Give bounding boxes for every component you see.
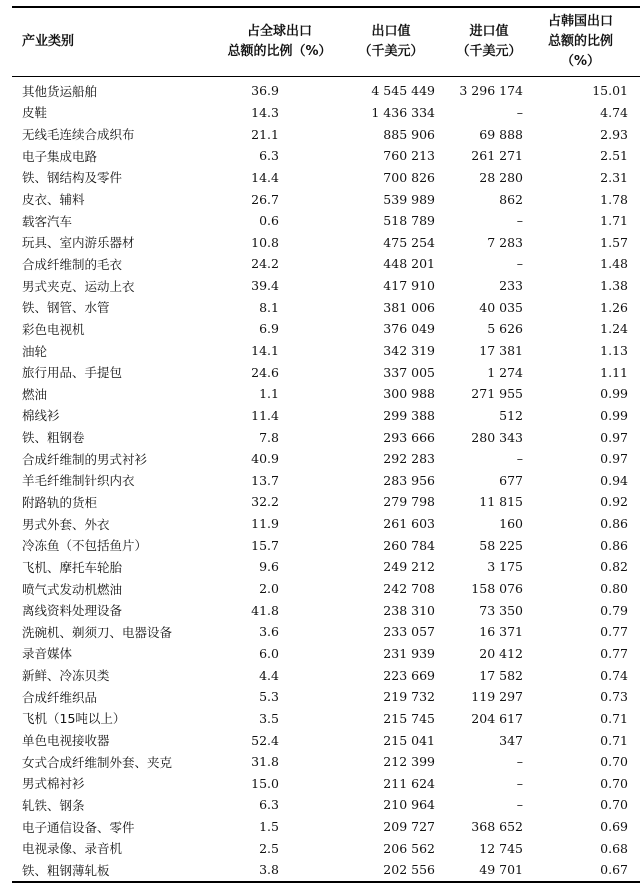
share-korea-cell: 1.11 (600, 364, 628, 380)
export-value-cell: 448 201 (383, 256, 435, 272)
table-row (12, 231, 640, 253)
import-value-cell: 16 371 (479, 624, 523, 640)
export-value-cell: 261 603 (383, 516, 435, 532)
share-korea-cell: 0.82 (600, 559, 628, 575)
share-global-cell: 10.8 (251, 234, 279, 250)
table-row (12, 621, 640, 643)
table-row (12, 491, 640, 513)
export-value-cell: 381 006 (383, 299, 435, 315)
table-row (12, 77, 640, 102)
share-korea-cell: 0.86 (600, 537, 628, 553)
category-cell: 男式棉衬衫 (22, 776, 85, 792)
export-value-cell: 300 988 (383, 386, 435, 402)
export-value-cell: 4 545 449 (371, 83, 435, 99)
share-global-cell: 13.7 (251, 472, 279, 488)
export-value-cell: 211 624 (383, 775, 435, 791)
header-import-line2: （千美元） (456, 44, 522, 59)
category-cell: 女式合成纤维制外套、夹克 (22, 754, 173, 770)
import-value-cell: 73 350 (479, 602, 523, 618)
import-value-cell: – (516, 797, 523, 813)
table-row (12, 513, 640, 535)
share-global-cell: 36.9 (251, 83, 279, 99)
export-value-cell: 518 789 (383, 213, 435, 229)
export-value-cell: 417 910 (383, 278, 435, 294)
category-cell: 冷冻鱼（不包括鱼片） (22, 538, 148, 554)
table-row (12, 253, 640, 275)
share-korea-cell: 0.97 (600, 451, 628, 467)
table-row (12, 794, 640, 816)
header-share-korea-line1: 占韩国出口 (547, 14, 613, 29)
share-global-cell: 9.6 (259, 559, 279, 575)
category-cell: 其他货运船舶 (22, 83, 98, 99)
share-korea-cell: 0.74 (600, 667, 628, 683)
share-korea-cell: 1.78 (600, 191, 628, 207)
share-korea-cell: 1.38 (600, 278, 628, 294)
category-cell: 旅行用品、手提包 (22, 365, 123, 381)
import-value-cell: 28 280 (479, 169, 523, 185)
table-row (12, 708, 640, 730)
import-value-cell: 261 271 (471, 148, 523, 164)
table-row (12, 275, 640, 297)
share-global-cell: 3.8 (259, 862, 279, 878)
table-row (12, 102, 640, 124)
export-value-cell: 260 784 (383, 537, 435, 553)
import-value-cell: 3 175 (487, 559, 523, 575)
share-korea-cell: 0.80 (600, 581, 628, 597)
share-korea-cell: 0.69 (600, 819, 628, 835)
export-value-cell: 215 041 (383, 732, 435, 748)
share-korea-cell: 1.48 (600, 256, 628, 272)
table-row (12, 167, 640, 189)
header-export-line2: （千美元） (358, 44, 424, 59)
share-korea-cell: 0.70 (600, 754, 628, 770)
share-global-cell: 1.1 (259, 386, 279, 402)
table-row (12, 773, 640, 795)
category-cell: 棉线衫 (22, 408, 60, 424)
category-cell: 男式外套、外衣 (22, 516, 110, 532)
export-value-cell: 1 436 334 (371, 104, 435, 120)
share-global-cell: 32.2 (251, 494, 279, 510)
header-share-global (222, 7, 337, 77)
table-row (12, 470, 640, 492)
export-value-cell: 760 213 (383, 148, 435, 164)
export-value-cell: 539 989 (383, 191, 435, 207)
export-value-cell: 202 556 (383, 862, 435, 878)
share-global-cell: 39.4 (251, 278, 279, 294)
share-korea-cell: 0.94 (600, 472, 628, 488)
header-export (337, 7, 445, 77)
import-value-cell: 20 412 (479, 645, 523, 661)
share-global-cell: 6.3 (259, 148, 279, 164)
category-cell: 喷气式发动机燃油 (22, 581, 123, 597)
category-cell: 轧铁、钢条 (22, 797, 85, 813)
import-value-cell: 1 274 (487, 364, 523, 380)
share-korea-cell: 0.77 (600, 645, 628, 661)
import-value-cell: 58 225 (479, 537, 523, 553)
header-import-line1: 进口值 (469, 24, 509, 39)
export-value-cell: 215 745 (383, 710, 435, 726)
share-korea-cell: 0.71 (600, 732, 628, 748)
share-global-cell: 21.1 (251, 126, 279, 142)
export-value-cell: 299 388 (383, 407, 435, 423)
category-cell: 铁、钢结构及零件 (22, 170, 123, 186)
import-value-cell: 160 (499, 516, 523, 532)
table-row (12, 361, 640, 383)
share-global-cell: 15.0 (251, 775, 279, 791)
export-value-cell: 223 669 (383, 667, 435, 683)
share-global-cell: 24.2 (251, 256, 279, 272)
share-global-cell: 41.8 (251, 602, 279, 618)
category-cell: 合成纤维织品 (22, 689, 98, 705)
share-global-cell: 11.4 (251, 407, 279, 423)
category-cell: 玩具、室内游乐器材 (22, 235, 135, 251)
share-global-cell: 2.0 (259, 581, 279, 597)
share-korea-cell: 1.13 (600, 343, 628, 358)
category-cell: 飞机、摩托车轮胎 (22, 559, 123, 575)
import-value-cell: 280 343 (471, 429, 523, 445)
share-global-cell: 15.7 (251, 537, 279, 553)
table-row (12, 426, 640, 448)
table-row (12, 837, 640, 859)
share-global-cell: 40.9 (251, 451, 279, 467)
import-value-cell: 271 955 (471, 386, 523, 402)
category-cell: 油轮 (22, 343, 48, 359)
table-row (12, 340, 640, 362)
share-global-cell: 14.1 (251, 343, 279, 358)
table-row (12, 816, 640, 838)
category-cell: 录音媒体 (22, 646, 73, 662)
table-row (12, 599, 640, 621)
import-value-cell: 40 035 (479, 299, 523, 315)
header-category-label: 产业类别 (22, 34, 75, 49)
share-global-cell: 14.3 (251, 104, 279, 120)
header-category (12, 7, 222, 77)
export-table-container (12, 6, 628, 883)
table-header (12, 7, 640, 77)
import-value-cell: 49 701 (479, 862, 523, 878)
table-row (12, 383, 640, 405)
category-cell: 皮衣、辅料 (22, 192, 85, 208)
import-value-cell: 3 296 174 (459, 83, 523, 99)
share-korea-cell: 1.24 (600, 321, 628, 337)
share-korea-cell: 0.70 (600, 775, 628, 791)
table-row (12, 318, 640, 340)
share-global-cell: 52.4 (251, 732, 279, 748)
share-korea-cell: 1.57 (600, 234, 628, 250)
export-value-cell: 700 826 (383, 169, 435, 185)
category-cell: 男式夹克、运动上衣 (22, 278, 135, 294)
share-korea-cell: 1.26 (600, 299, 628, 315)
export-value-cell: 279 798 (383, 494, 435, 510)
category-cell: 彩色电视机 (22, 321, 85, 337)
share-global-cell: 0.6 (259, 213, 279, 229)
header-share-global-line2: 总额的比例（%） (227, 44, 332, 59)
export-value-cell: 242 708 (383, 581, 435, 597)
table-body (12, 77, 640, 882)
import-value-cell: – (516, 213, 523, 229)
category-cell: 电子集成电路 (22, 148, 98, 164)
header-share-korea-line2: 总额的比例（%） (547, 34, 613, 69)
share-global-cell: 6.0 (259, 645, 279, 661)
export-value-cell: 337 005 (383, 364, 435, 380)
export-value-cell: 885 906 (383, 126, 435, 142)
share-korea-cell: 0.77 (600, 624, 628, 640)
table-row (12, 296, 640, 318)
import-value-cell: – (516, 754, 523, 770)
import-value-cell: 12 745 (479, 840, 523, 856)
category-cell: 合成纤维制的男式衬衫 (22, 451, 148, 467)
header-share-global-line1: 占全球出口 (246, 24, 312, 39)
share-global-cell: 6.9 (259, 321, 279, 337)
import-value-cell: 347 (499, 732, 523, 748)
import-value-cell: 862 (499, 191, 523, 207)
share-global-cell: 6.3 (259, 797, 279, 813)
category-cell: 合成纤维制的毛衣 (22, 256, 123, 272)
export-value-cell: 376 049 (383, 321, 435, 337)
import-value-cell: 69 888 (479, 126, 523, 142)
export-value-cell: 206 562 (383, 840, 435, 856)
table-row (12, 534, 640, 556)
share-global-cell: 5.3 (259, 689, 279, 705)
header-import (445, 7, 533, 77)
import-value-cell: 7 283 (487, 234, 523, 250)
share-korea-cell: 0.68 (600, 840, 628, 856)
table-row (12, 556, 640, 578)
import-value-cell: – (516, 104, 523, 120)
export-value-cell: 210 964 (383, 797, 435, 813)
import-value-cell: 17 582 (479, 667, 523, 683)
share-global-cell: 1.5 (259, 819, 279, 835)
share-korea-cell: 0.67 (600, 862, 628, 878)
category-cell: 燃油 (22, 386, 48, 402)
export-value-cell: 249 212 (383, 559, 435, 575)
table-row (12, 643, 640, 665)
share-global-cell: 11.9 (251, 516, 279, 532)
export-value-cell: 238 310 (383, 602, 435, 618)
table-row (12, 210, 640, 232)
export-value-cell: 209 727 (383, 819, 435, 835)
share-korea-cell: 0.92 (600, 494, 628, 510)
export-value-cell: 293 666 (383, 429, 435, 445)
header-row (12, 7, 640, 77)
share-korea-cell: 4.74 (600, 104, 628, 120)
table-row (12, 405, 640, 427)
share-global-cell: 8.1 (259, 299, 279, 315)
category-cell: 飞机（15吨以上） (22, 711, 126, 727)
import-value-cell: 158 076 (471, 581, 523, 597)
table-row (12, 664, 640, 686)
share-korea-cell: 2.31 (600, 169, 628, 185)
table-row (12, 123, 640, 145)
export-value-cell: 231 939 (383, 645, 435, 661)
export-value-cell: 233 057 (383, 624, 435, 640)
table-row (12, 729, 640, 751)
share-korea-cell: 0.86 (600, 516, 628, 532)
import-value-cell: – (516, 775, 523, 791)
header-export-line1: 出口值 (371, 24, 411, 39)
import-value-cell: – (516, 256, 523, 272)
export-value-cell: 475 254 (383, 234, 435, 250)
export-value-cell: 342 319 (383, 343, 435, 358)
category-cell: 洗碗机、剃须刀、电器设备 (22, 624, 173, 640)
table-row (12, 448, 640, 470)
import-value-cell: 233 (499, 278, 523, 294)
header-share-korea (533, 7, 640, 77)
export-value-cell: 219 732 (383, 689, 435, 705)
share-korea-cell: 1.71 (600, 213, 628, 229)
category-cell: 羊毛纤维制针织内衣 (22, 473, 135, 489)
category-cell: 电子通信设备、零件 (22, 819, 135, 835)
table-row (12, 145, 640, 167)
import-value-cell: 204 617 (471, 710, 523, 726)
import-value-cell: 11 815 (479, 494, 523, 510)
table-row (12, 188, 640, 210)
share-global-cell: 24.6 (251, 364, 279, 380)
category-cell: 新鲜、冷冻贝类 (22, 668, 110, 684)
share-global-cell: 14.4 (251, 169, 279, 185)
share-korea-cell: 0.97 (600, 429, 628, 445)
import-value-cell: 5 626 (487, 321, 523, 337)
category-cell: 铁、钢管、水管 (22, 300, 110, 316)
share-korea-cell: 15.01 (592, 83, 628, 99)
export-value-cell: 212 399 (383, 754, 435, 770)
table-row (12, 686, 640, 708)
category-cell: 铁、粗钢卷 (22, 430, 85, 446)
category-cell: 铁、粗钢薄轧板 (22, 862, 110, 878)
share-korea-cell: 0.99 (600, 386, 628, 402)
export-value-cell: 292 283 (383, 451, 435, 467)
import-value-cell: 119 297 (471, 689, 523, 705)
category-cell: 皮鞋 (22, 105, 48, 121)
share-global-cell: 26.7 (251, 191, 279, 207)
category-cell: 电视录像、录音机 (22, 841, 123, 857)
export-table (12, 6, 640, 883)
share-global-cell: 2.5 (259, 840, 279, 856)
export-value-cell: 283 956 (383, 472, 435, 488)
table-row (12, 578, 640, 600)
category-cell: 载客汽车 (22, 213, 73, 229)
share-korea-cell: 0.73 (600, 689, 628, 705)
table-row (12, 751, 640, 773)
share-global-cell: 3.6 (259, 624, 279, 640)
share-korea-cell: 2.93 (600, 126, 628, 142)
share-korea-cell: 0.71 (600, 710, 628, 726)
category-cell: 离线资料处理设备 (22, 603, 123, 619)
share-global-cell: 31.8 (251, 754, 279, 770)
share-korea-cell: 0.70 (600, 797, 628, 813)
import-value-cell: 17 381 (479, 343, 523, 358)
category-cell: 无线毛连续合成织布 (22, 127, 135, 143)
category-cell: 单色电视接收器 (22, 733, 110, 749)
share-korea-cell: 0.79 (600, 602, 628, 618)
share-global-cell: 3.5 (259, 710, 279, 726)
share-global-cell: 4.4 (259, 667, 279, 683)
share-korea-cell: 0.99 (600, 407, 628, 423)
category-cell: 附路轨的货柜 (22, 494, 98, 510)
import-value-cell: – (516, 451, 523, 467)
import-value-cell: 512 (499, 407, 523, 423)
share-korea-cell: 2.51 (600, 148, 628, 164)
table-row (12, 859, 640, 882)
share-global-cell: 7.8 (259, 429, 279, 445)
import-value-cell: 368 652 (471, 819, 523, 835)
import-value-cell: 677 (499, 472, 523, 488)
